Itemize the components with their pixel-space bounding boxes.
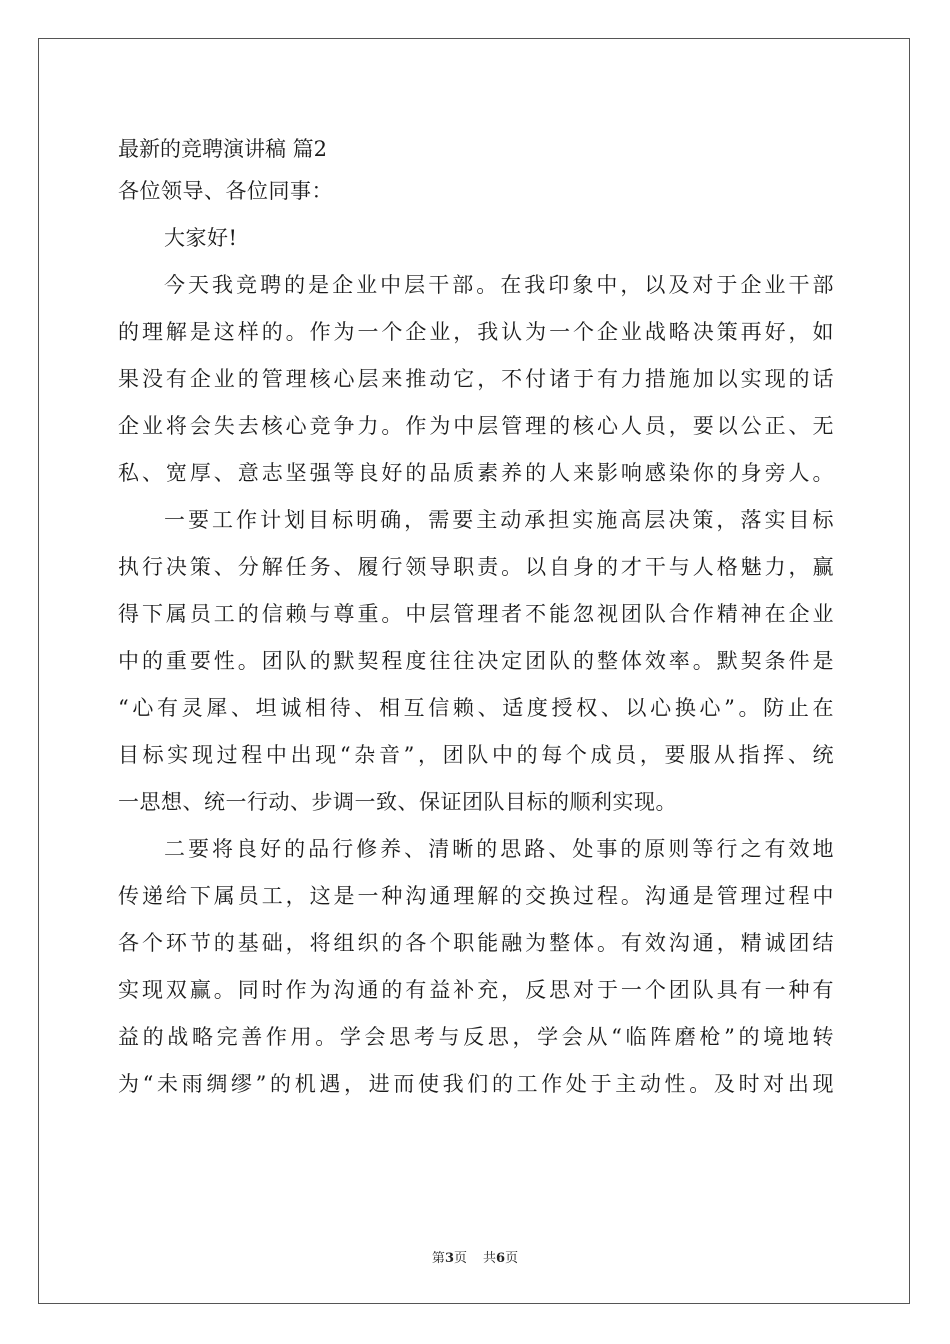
- paragraph-line: 实现双赢。同时作为沟通的有益补充，反思对于一个团队具有一种有: [118, 978, 834, 1002]
- paragraph-line: 二要将良好的品行修养、清晰的思路、处事的原则等行之有效地: [164, 837, 834, 861]
- page-current: 3: [444, 1251, 454, 1266]
- paragraph-3: [118, 826, 834, 1108]
- paragraph-line: 果没有企业的管理核心层来推动它，不付诸于有力措施加以实现的话: [118, 367, 834, 391]
- salutation: 各位领导、各位同事：: [118, 179, 333, 203]
- paragraph-line: 今天我竞聘的是企业中层干部。在我印象中，以及对于企业干部: [164, 273, 834, 297]
- total-prefix: 共: [483, 1251, 497, 1266]
- paragraph-line: 益的战略完善作用。学会思考与反思，学会从“临阵磨枪”的境地转: [118, 1025, 834, 1049]
- paragraph-line: 执行决策、分解任务、履行领导职责。以自身的才干与人格魅力，赢: [118, 555, 834, 579]
- paragraph-line: 企业将会失去核心竞争力。作为中层管理的核心人员，要以公正、无: [118, 414, 834, 438]
- document-body: [118, 130, 834, 1108]
- paragraph-line: 目标实现过程中出现“杂音”，团队中的每个成员，要服从指挥、统: [118, 743, 834, 767]
- document-title: 最新的竞聘演讲稿 篇2: [118, 137, 328, 161]
- paragraph-line: 各个环节的基础，将组织的各个职能融为整体。有效沟通，精诚团结: [118, 931, 834, 955]
- paragraph-1: [118, 262, 834, 497]
- page-prefix: 第: [431, 1251, 445, 1266]
- page-footer: [0, 1247, 950, 1266]
- paragraph-line: 中的重要性。团队的默契程度往往决定团队的整体效率。默契条件是: [118, 649, 834, 673]
- paragraph-line: 传递给下属员工，这是一种沟通理解的交换过程。沟通是管理过程中: [118, 884, 834, 908]
- page-total: 6: [496, 1251, 506, 1266]
- paragraph-line: 得下属员工的信赖与尊重。中层管理者不能忽视团队合作精神在企业: [118, 602, 834, 626]
- paragraph-line: “心有灵犀、坦诚相待、相互信赖、适度授权、以心换心”。防止在: [118, 696, 834, 720]
- greeting: 大家好!: [164, 226, 238, 250]
- page-suffix: 页: [453, 1251, 467, 1266]
- paragraph-line: 一要工作计划目标明确，需要主动承担实施高层决策，落实目标: [164, 508, 834, 532]
- paragraph-line: 的理解是这样的。作为一个企业，我认为一个企业战略决策再好，如: [118, 320, 834, 344]
- paragraph-line: 一思想、统一行动、步调一致、保证团队目标的顺利实现。: [118, 790, 677, 814]
- paragraph-line: 私、宽厚、意志坚强等良好的品质素养的人来影响感染你的身旁人。: [118, 461, 834, 485]
- total-suffix: 页: [505, 1251, 519, 1266]
- paragraph-line: 为“未雨绸缪”的机遇，进而使我们的工作处于主动性。及时对出现: [118, 1072, 834, 1096]
- paragraph-2: [118, 497, 834, 826]
